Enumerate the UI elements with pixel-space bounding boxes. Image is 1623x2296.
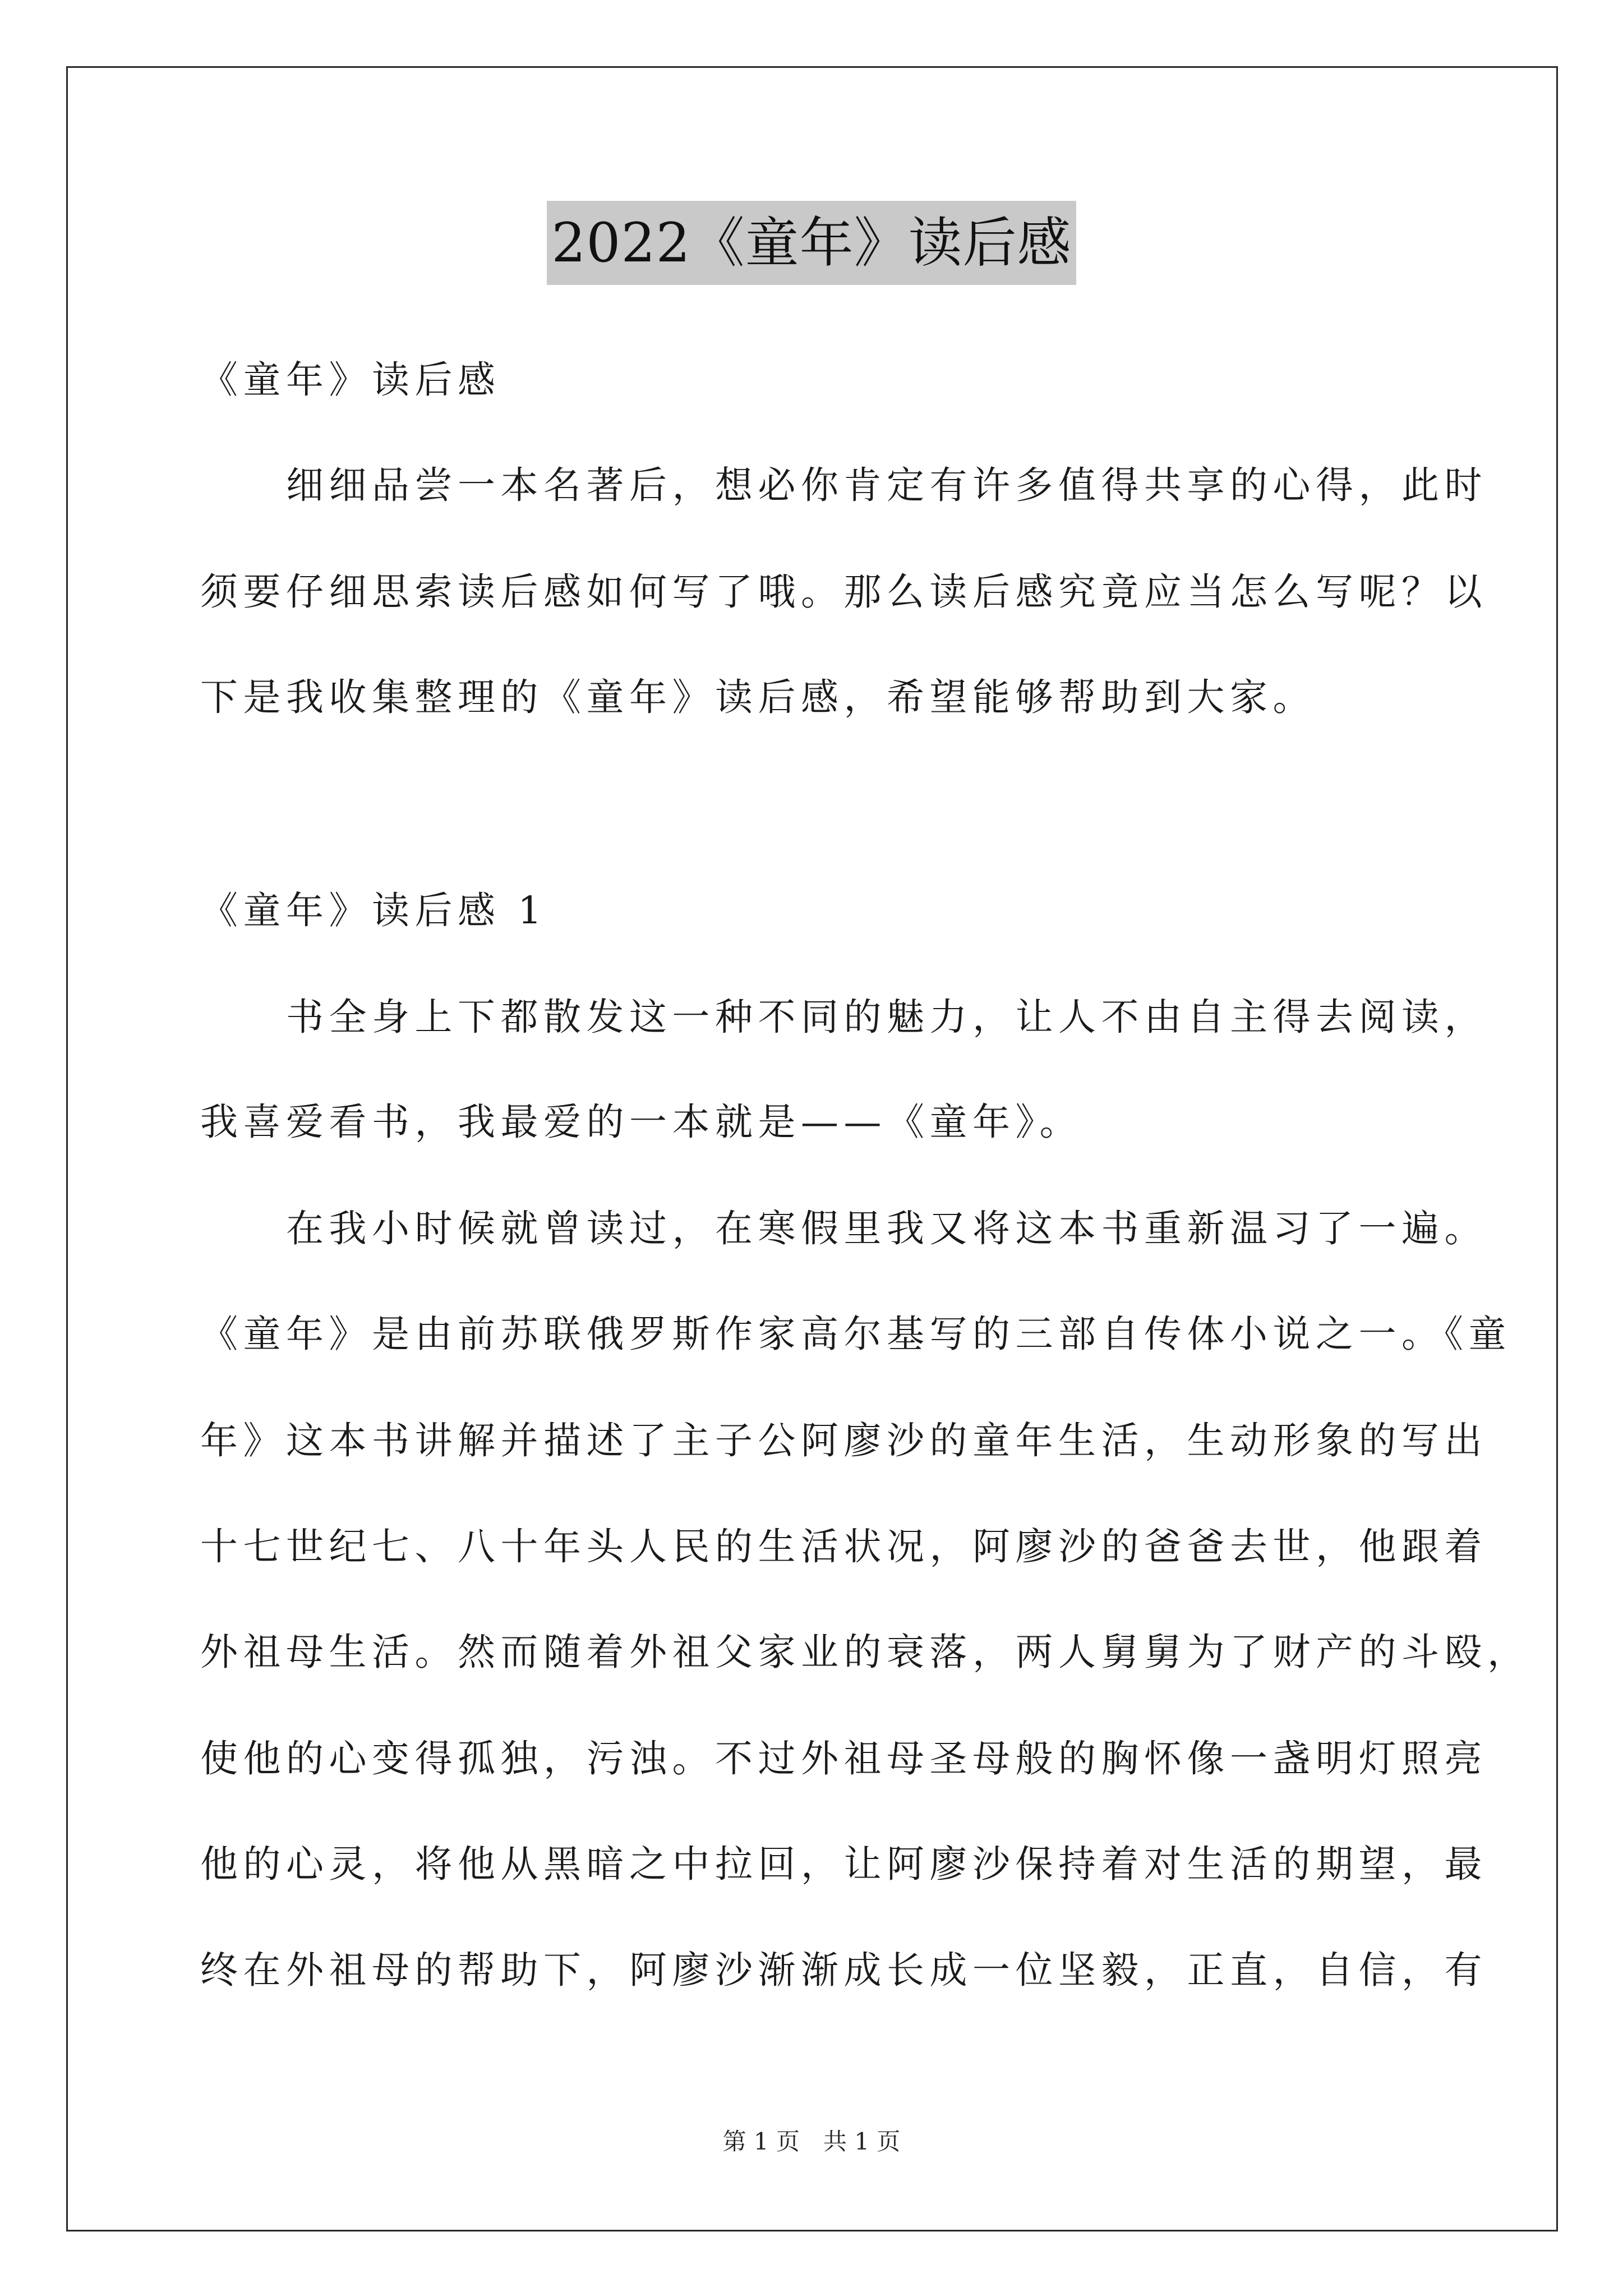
paragraph-line: 细细品尝一本名著后，想必你肯定有许多值得共享的心得，此时 [200,463,1487,507]
title-container [0,201,1623,285]
paragraph-line: 下是我收集整理的《童年》读后感，希望能够帮助到大家。 [200,675,1316,719]
paragraph-line: 年》这本书讲解并描述了主子公阿廖沙的童年生活，生动形象的写出 [200,1419,1487,1462]
document-title: 2022《童年》读后感 [547,201,1076,285]
paragraph-line: 十七世纪七、八十年头人民的生活状况，阿廖沙的爸爸去世，他跟着 [200,1525,1487,1568]
section-heading: 《童年》读后感 1 [200,889,547,932]
paragraph-line: 《童年》是由前苏联俄罗斯作家高尔基写的三部自传体小说之一。《童 [200,1312,1511,1356]
page-footer: 第 1 页 共 1 页 [722,2128,901,2155]
paragraph-line: 使他的心变得孤独，污浊。不过外祖母圣母般的胸怀像一盏明灯照亮 [200,1737,1487,1780]
paragraph-line: 终在外祖母的帮助下，阿廖沙渐渐成长成一位坚毅，正直，自信，有 [200,1948,1487,1992]
paragraph-line: 在我小时候就曾读过，在寒假里我又将这本书重新温习了一遍。 [200,1207,1487,1250]
paragraph-line: 外祖母生活。然而随着外祖父家业的衰落，两人舅舅为了财产的斗殴， [200,1630,1530,1674]
paragraph-line: 书全身上下都散发这一种不同的魅力，让人不由自主得去阅读， [200,995,1487,1039]
paragraph-line: 他的心灵，将他从黑暗之中拉回，让阿廖沙保持着对生活的期望，最 [200,1842,1487,1886]
paragraph-line: 须要仔细思索读后感如何写了哦。那么读后感究竟应当怎么写呢？以 [200,570,1487,614]
paragraph-line: 我喜爱看书，我最爱的一本就是——《童年》。 [200,1100,1082,1144]
section-heading: 《童年》读后感 [200,358,501,402]
